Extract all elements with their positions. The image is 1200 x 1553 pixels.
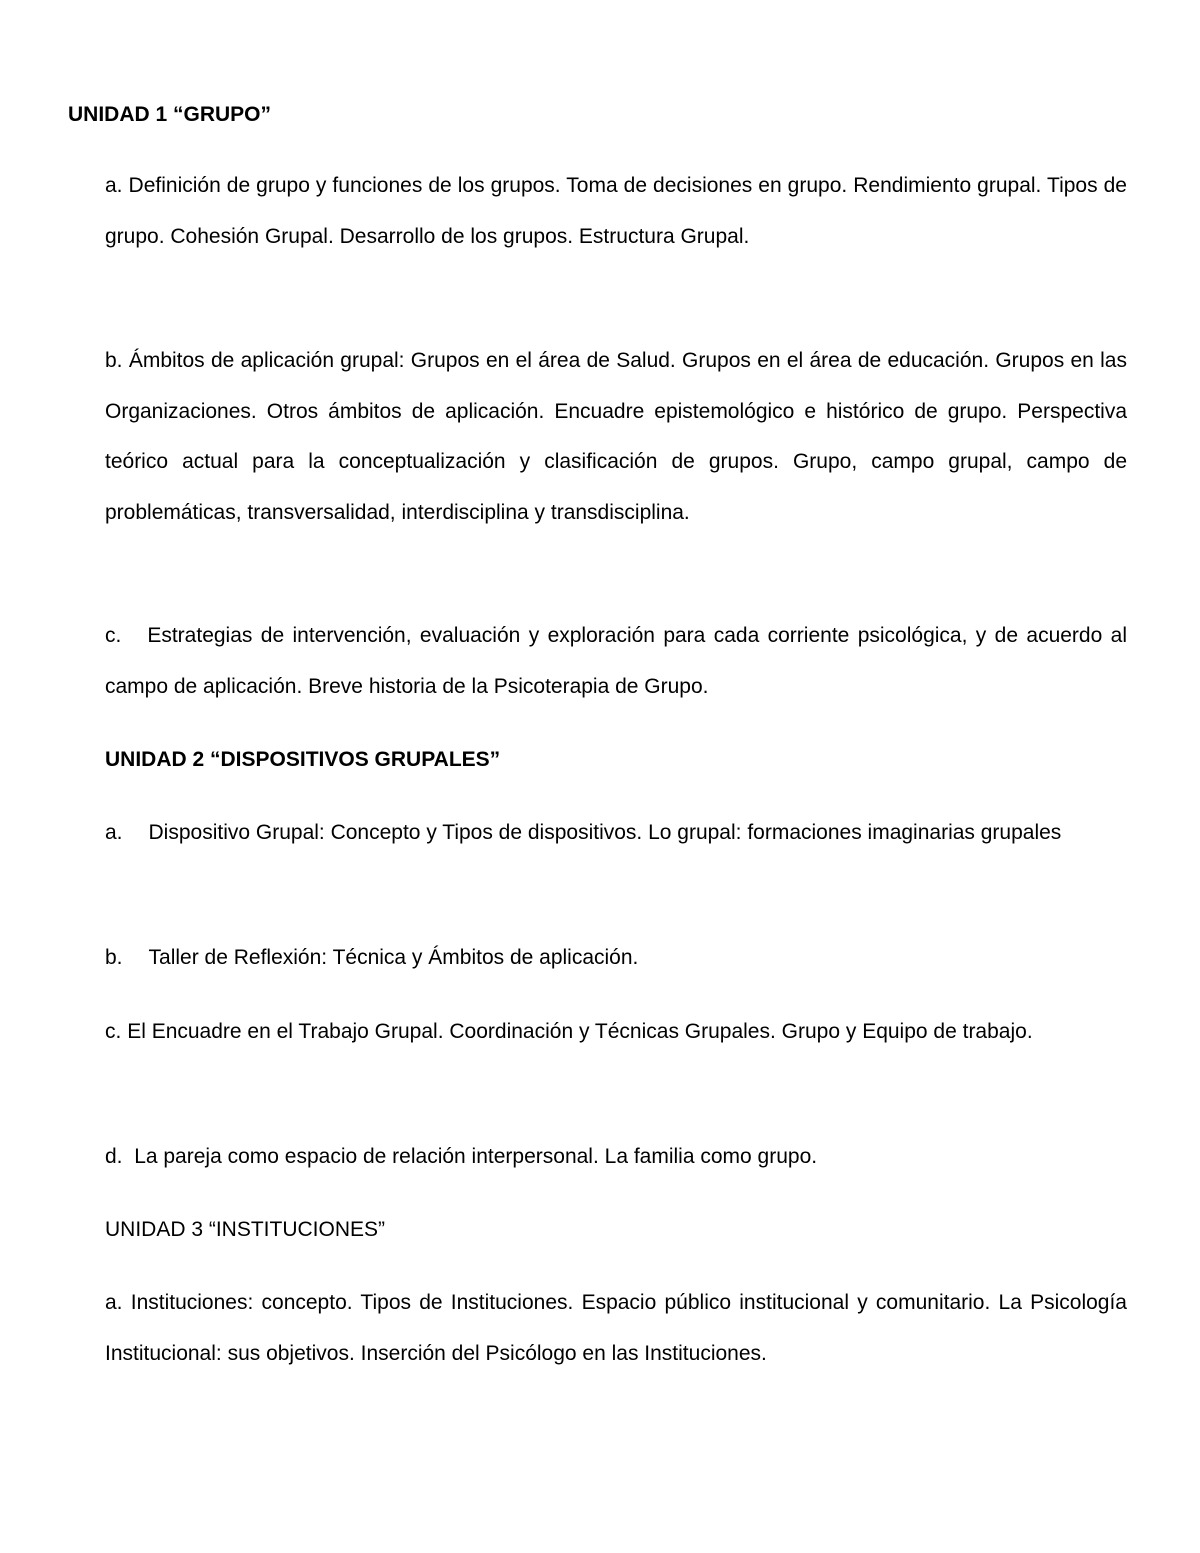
unit-1-item-b xyxy=(105,336,1127,538)
item-text: Estrategias de intervención, evaluación y exploración para cada corriente psicológica, y de acuerdo al campo de aplicación. Breve historia de la Psicoterapia de Grupo. xyxy=(105,624,1127,698)
item-text: El Encuadre en el Trabajo Grupal. Coordinación y Técnicas Grupales. Grupo y Equipo de trabajo. xyxy=(127,1020,1033,1043)
item-label: b. xyxy=(105,946,123,969)
unit-2-title: UNIDAD 2 “DISPOSITIVOS GRUPALES” xyxy=(105,748,501,771)
unit-2-item-b xyxy=(105,933,1127,984)
unit-1-title: UNIDAD 1 “GRUPO” xyxy=(68,103,272,126)
item-label: a. xyxy=(105,1291,123,1314)
item-label: c. xyxy=(105,624,122,647)
unit-1-item-c xyxy=(105,611,1127,712)
item-label: a. xyxy=(105,821,123,844)
item-text: Ámbitos de aplicación grupal: Grupos en el área de Salud. Grupos en el área de educación. Grupos en las Organizaciones. Otros ámbitos de aplicación. Encuadre epistemológico e histórico de grupo. Perspectiva teórico actual para la conceptualización y clasificación de grupos. Grupo, campo grupal, campo de problemáticas, transversalidad, interdisciplina y transdisciplina. xyxy=(105,349,1127,524)
unit-3-item-a xyxy=(105,1278,1127,1379)
item-label: b. xyxy=(105,349,123,372)
unit-2-item-d xyxy=(105,1132,1127,1183)
item-text: La pareja como espacio de relación interpersonal. La familia como grupo. xyxy=(134,1145,818,1168)
item-text: Definición de grupo y funciones de los grupos. Toma de decisiones en grupo. Rendimiento grupal. Tipos de grupo. Cohesión Grupal. Desarrollo de los grupos. Estructura Grupal. xyxy=(105,174,1127,248)
item-label: c. xyxy=(105,1020,122,1043)
item-label: d. xyxy=(105,1145,123,1168)
unit-2-item-c xyxy=(105,1007,1127,1058)
item-label: a. xyxy=(105,174,123,197)
unit-3-title: UNIDAD 3 “INSTITUCIONES” xyxy=(105,1218,386,1241)
item-text: Dispositivo Grupal: Concepto y Tipos de dispositivos. Lo grupal: formaciones imaginarias grupales xyxy=(148,821,1062,844)
unit-2-item-a xyxy=(105,808,1127,859)
item-text: Instituciones: concepto. Tipos de Instituciones. Espacio público institucional y comunitario. La Psicología Institucional: sus objetivos. Inserción del Psicólogo en las Instituciones. xyxy=(105,1291,1127,1365)
item-text: Taller de Reflexión: Técnica y Ámbitos de aplicación. xyxy=(148,946,639,969)
unit-1-item-a xyxy=(105,161,1127,262)
